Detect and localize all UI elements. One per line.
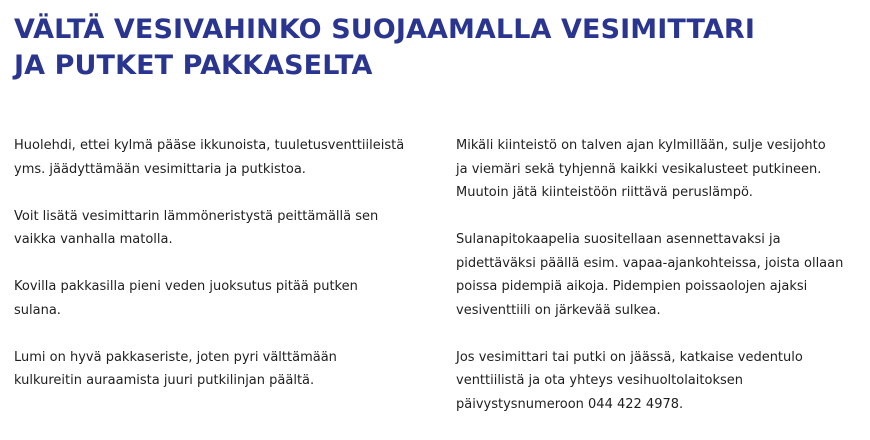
left-column <box>14 134 434 416</box>
paragraph-heating-cable <box>456 228 866 322</box>
page-title <box>14 12 854 84</box>
paragraph-snow-insulation <box>14 346 434 393</box>
text-line: yms. jäädyttämään vesimittaria ja putkistoa. <box>14 161 306 177</box>
paragraph-cold-property <box>456 134 866 205</box>
page-title-line: JA PUTKET PAKKASELTA <box>14 50 373 81</box>
text-line: Sulanapitokaapelia suositellaan asennettavaksi ja <box>456 232 781 247</box>
paragraph-window-drafts <box>14 134 434 181</box>
text-line: sulana. <box>14 302 61 318</box>
text-line: vesiventtiili on järkevää sulkea. <box>456 302 661 318</box>
text-line: Voit lisätä vesimittarin lämmöneristystä peittämällä sen <box>14 208 379 224</box>
text-line: poissa pidempiä aikoja. Pidempien poissaolojen ajaksi <box>456 279 808 294</box>
text-line: pidettäväksi päällä esim. vapaa-ajankohteissa, joista ollaan <box>456 255 844 271</box>
page-title-line: VÄLTÄ VESIVAHINKO SUOJAAMALLA VESIMITTARI <box>14 14 755 45</box>
text-line: Kovilla pakkasilla pieni veden juoksutus pitää putken <box>14 279 358 294</box>
text-line: Jos vesimittari tai putki on jäässä, katkaise vedentulo <box>456 349 803 365</box>
paragraph-water-running <box>14 275 434 322</box>
right-column <box>456 134 866 440</box>
text-line: venttiilistä ja ota yhteys vesihuoltolaitoksen <box>456 373 743 388</box>
text-line: Huolehdi, ettei kylmä pääse ikkunoista, tuuletusventtiileistä <box>14 138 405 153</box>
text-line: Mikäli kiinteistö on talven ajan kylmillään, sulje vesijohto <box>456 138 826 153</box>
text-line: päivystysnumeroon 044 422 4978. <box>456 396 684 412</box>
text-line: ja viemäri sekä tyhjennä kaikki vesikalusteet putkineen. <box>456 161 822 177</box>
paragraph-frozen-meter <box>456 346 866 417</box>
text-line: Lumi on hyvä pakkaseriste, joten pyri välttämään <box>14 349 337 365</box>
text-line: vaikka vanhalla matolla. <box>14 232 173 247</box>
paragraph-meter-insulation <box>14 205 434 252</box>
text-line: kulkureitin auraamista juuri putkilinjan päältä. <box>14 373 315 388</box>
text-line: Muutoin jätä kiinteistöön riittävä peruslämpö. <box>456 185 753 200</box>
